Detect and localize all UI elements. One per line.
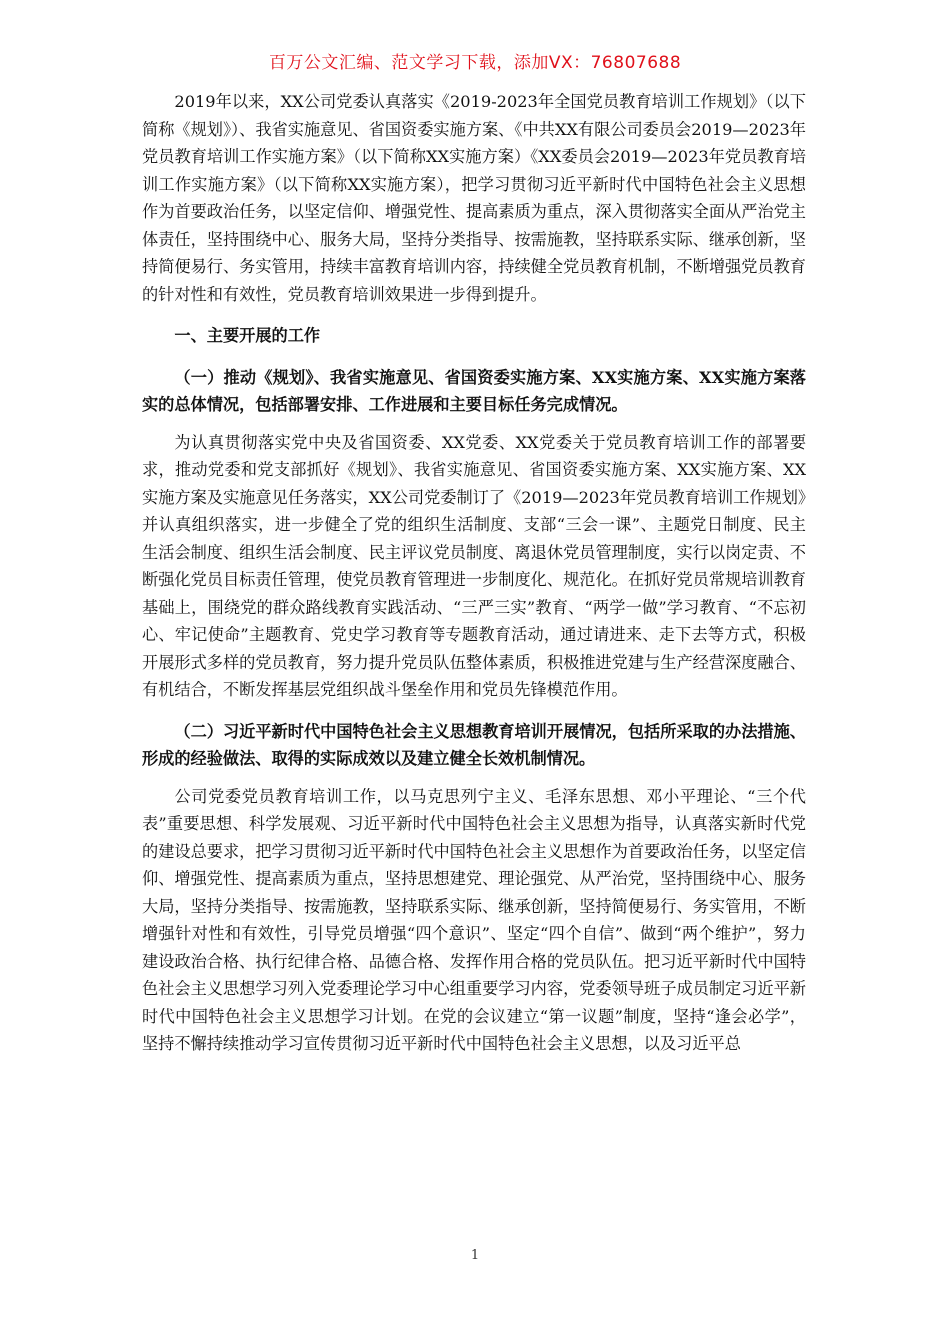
subsection-heading-one: （一）推动《规划》、我省实施意见、省国资委实施方案、XX实施方案、XX实施方案落实的总体情况，包括部署安排、工作进展和主要目标任务完成情况。 <box>142 367 806 414</box>
subsection-one-paragraph: 为认真贯彻落实党中央及省国资委、XX党委、XX党委关于党员教育培训工作的部署要求，推动党委和党支部抓好《规划》、我省实施意见、省国资委实施方案、XX实施方案、XX实施方案及实施意见任务落实，XX公司党委制订了《2019—2023年党员教育培训工作规划》并认真组织落实，进一步健全了党的组织生活制度、支部“三会一课”、主题党日制度、民主生活会制度、组织生活会制度、民主评议党员制度、离退休党员管理制度，实行以岗定责、不断强化党员目标责任管理，使党员教育管理进一步制度化、规范化。在抓好党员常规培训教育基础上，围绕党的群众路线教育实践活动、“三严三实”教育、“两学一做”学习教育、“不忘初心、牢记使命”主题教育、党史学习教育等专题教育活动，通过请进来、走下去等方式，积极开展形式多样的党员教育，努力提升党员队伍整体素质，积极推进党建与生产经营深度融合、有机结合，不断发挥基层党组织战斗堡垒作用和党员先锋模范作用。 <box>142 432 806 699</box>
subsection-heading-two: （二）习近平新时代中国特色社会主义思想教育培训开展情况，包括所采取的办法措施、形成的经验做法、取得的实际成效以及建立健全长效机制情况。 <box>142 721 806 768</box>
subsection-two-paragraph: 公司党委党员教育培训工作，以马克思列宁主义、毛泽东思想、邓小平理论、“三个代表”重要思想、科学发展观、习近平新时代中国特色社会主义思想为指导，认真落实新时代党的建设总要求，把学习贯彻习近平新时代中国特色社会主义思想作为首要政治任务，以坚定信仰、增强党性、提高素质为重点，坚持思想建党、理论强党、从严治党，坚持围绕中心、服务大局，坚持分类指导、按需施教，坚持联系实际、继承创新，坚持简便易行、务实管用，不断增强针对性和有效性，引导党员增强“四个意识”、坚定“四个自信”、做到“两个维护”，努力建设政治合格、执行纪律合格、品德合格、发挥作用合格的党员队伍。把习近平新时代中国特色社会主义思想学习列入党委理论学习中心组重要学习内容，党委领导班子成员制定习近平新时代中国特色社会主义思想学习计划。在党的会议建立“第一议题”制度，坚持“逢会必学”，坚持不懈持续推动学习宣传贯彻习近平新时代中国特色社会主义思想，以及习近平总 <box>142 786 806 1053</box>
intro-paragraph: 2019年以来，XX公司党委认真落实《2019-2023年全国党员教育培训工作规划》（以下简称《规划》）、我省实施意见、省国资委实施方案、《中共XX有限公司委员会2019—2023年党员教育培训工作实施方案》（以下简称XX实施方案）《XX委员会2019—2023年党员教育培训工作实施方案》（以下简称XX实施方案），把学习贯彻习近平新时代中国特色社会主义思想作为首要政治任务，以坚定信仰、增强党性、提高素质为重点，深入贯彻落实全面从严治党主体责任，坚持围绕中心、服务大局，坚持分类指导、按需施教，坚持联系实际、继承创新，坚持简便易行、务实管用，持续丰富教育培训内容，持续健全党员教育机制，不断增强党员教育的针对性和有效性，党员教育培训效果进一步得到提升。 <box>142 92 806 304</box>
document-body <box>142 88 806 1058</box>
section-heading-main-work: 一、主要开展的工作 <box>174 326 321 345</box>
promo-banner: 百万公文汇编、范文学习下载，添加VX：76807688 <box>268 53 682 73</box>
page-number: 1 <box>470 1248 480 1263</box>
